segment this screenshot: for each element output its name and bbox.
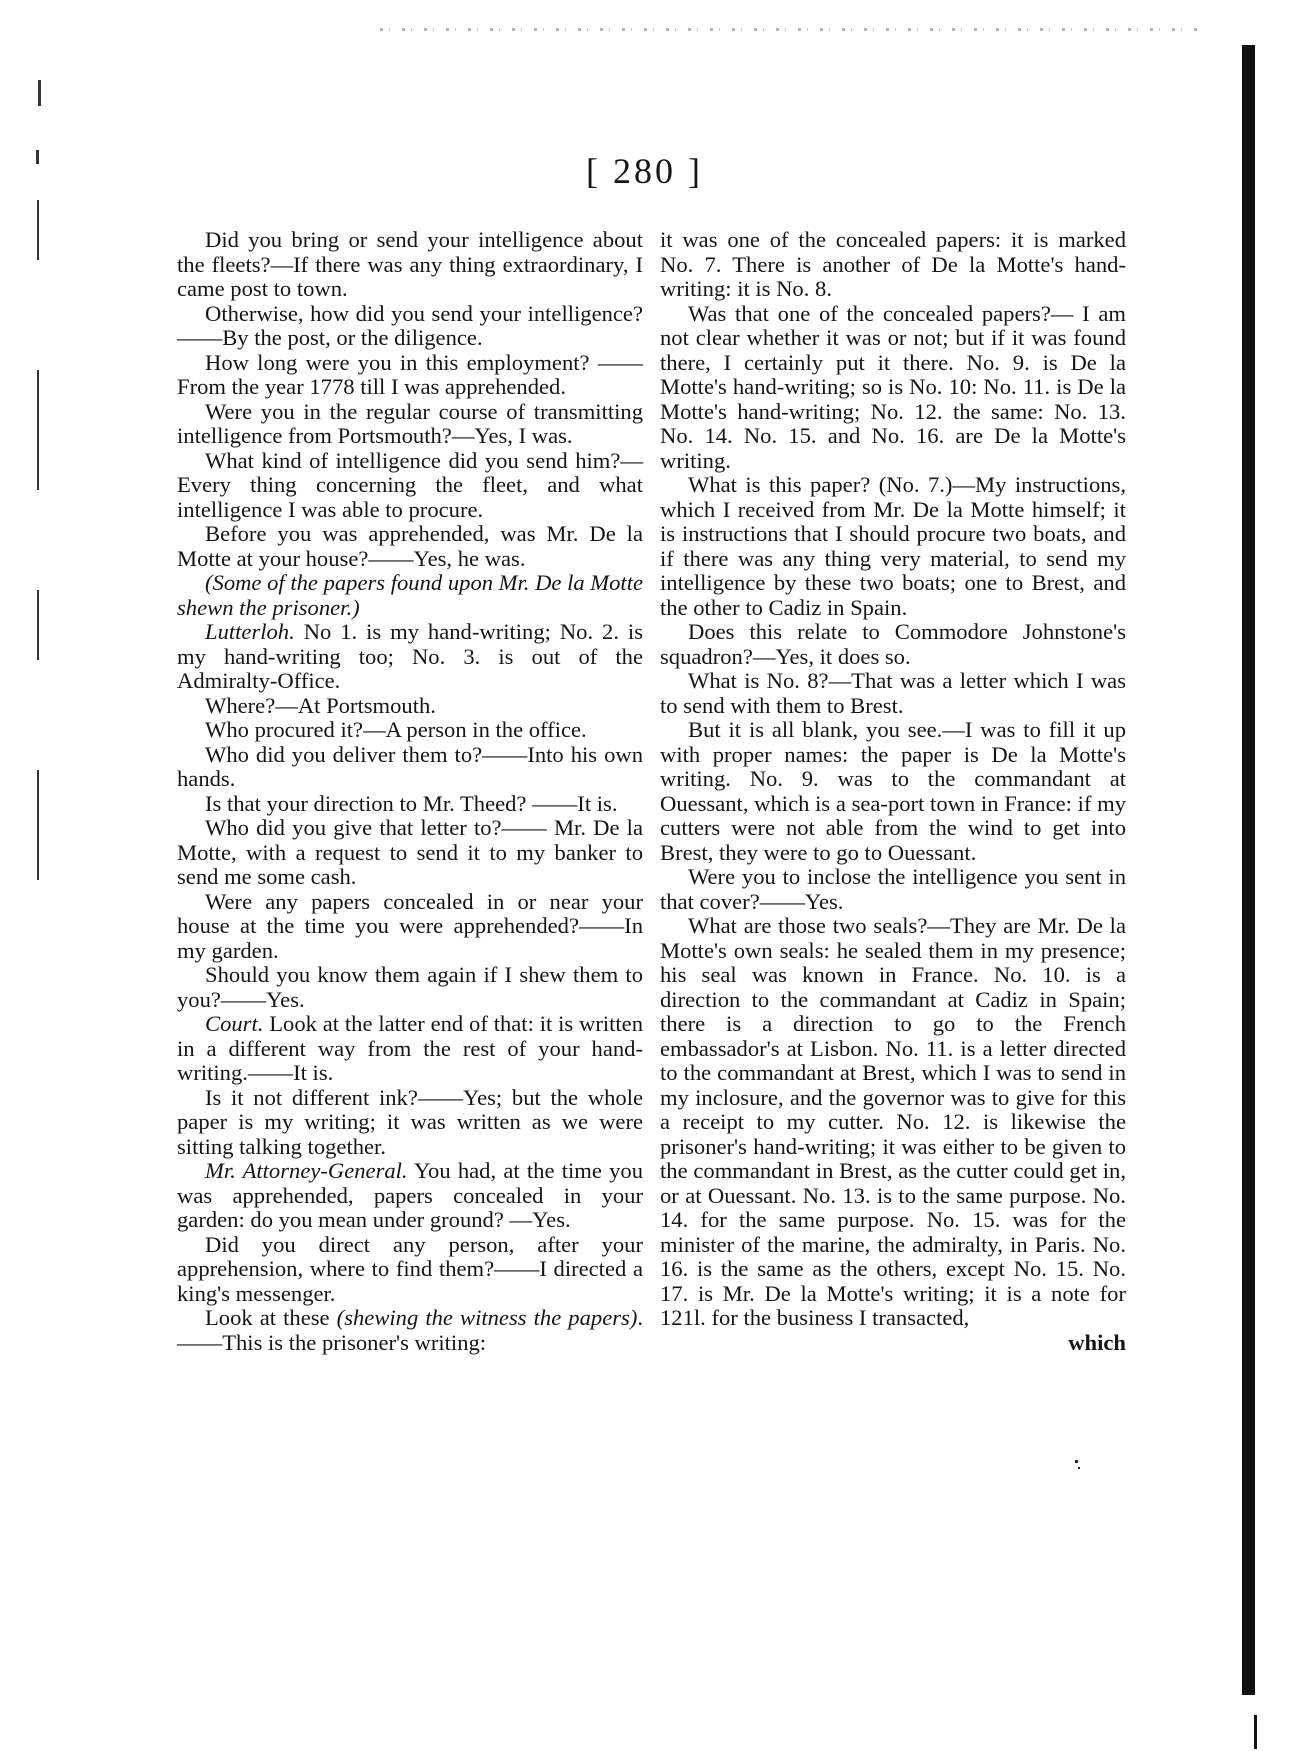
paragraph-text: You had, at the time you was apprehended, papers concealed in your garden: do you mean under ground? —Yes. [177, 1158, 643, 1232]
question-paragraph: Where?—At Portsmouth. [205, 692, 436, 718]
question-paragraph: Was that one of the concealed papers?— I am not clear whether it was or not; but if it was found there, I certainly put it there. No. 9. is De la Motte's hand-writing; so is No. 10: No. 11. is De la Motte's hand-writing; No. 12. the same: No. 13. No. 14. No. 15. and No. 16. are De la Motte's writing. [660, 300, 1126, 473]
speaker-label: Court. [205, 1011, 264, 1036]
question-paragraph: Were you in the regular course of transmitting intelligence from Portsmouth?—Yes, I was. [177, 398, 643, 448]
question-paragraph: Did you bring or send your intelligence about the fleets?—If there was any thing extraordinary, I came post to town. [177, 227, 643, 301]
gutter-mark [37, 590, 39, 660]
question-paragraph: Were any papers concealed in or near your house at the time you were apprehended?——In my garden. [177, 888, 643, 963]
question-paragraph: Does this relate to Commodore Johnstone's squadron?—Yes, it does so. [660, 619, 1126, 669]
scan-speck [1078, 1467, 1080, 1469]
stage-direction: (shewing the witness the papers) [336, 1305, 638, 1330]
question-paragraph: What is this paper? (No. 7.)—My instructions, which I received from Mr. De la Motte himself; it is instructions that I should procure two boats, and if there was any thing very material, to send my intelligence by these two boats; one to Brest, and the other to Cadiz in Spain. [660, 472, 1126, 620]
gutter-mark [37, 770, 39, 880]
question-paragraph: What are those two seals?—They are Mr. De la Motte's own seals: he sealed them in my presence; his seal was known in France. No. 10. is a direction to the commandant at Cadiz in Spain; there is a direction to go to the French embassador's at Lisbon. No. 11. is a letter directed to the commandant at Brest, which I was to send in my inclosure, and the governor was to give for this a receipt to my cutter. No. 12. is likewise the prisoner's hand-writing; it was either to be given to the commandant in Brest, as the cutter could get in, or at Ouessant. No. 13. is to the same purpose. No. 14. for the same purpose. No. 15. was for the minister of the marine, the admiralty, in Paris. No. 16. is the same as the others, except No. 15. No. 17. is Mr. De la Motte's writing; it is a note for 121l. for the business I transacted, [660, 913, 1126, 1330]
question-paragraph: Were you to inclose the intelligence you sent in that cover?——Yes. [660, 864, 1126, 914]
question-paragraph [177, 1306, 643, 1355]
question-paragraph: Who did you deliver them to?——Into his own hands. [177, 741, 643, 791]
question-paragraph: Should you know them again if I shew them to you?——Yes. [177, 962, 643, 1012]
speaker-paragraph [177, 620, 643, 694]
gutter-mark [38, 80, 41, 106]
scan-speck [1075, 1460, 1078, 1463]
page-number: [ 280 ] [586, 151, 703, 191]
continued-paragraph: it was one of the concealed papers: it is marked No. 7. There is another of De la Motte's hand-writing: it is No. 8. [660, 227, 1126, 301]
speaker-label: Lutterloh. [205, 619, 295, 644]
question-paragraph: Did you direct any person, after your apprehension, where to find them?——I directed a king's messenger. [177, 1231, 643, 1306]
speaker-paragraph [177, 1159, 643, 1233]
question-paragraph: Otherwise, how did you send your intelligence?——By the post, or the diligence. [177, 300, 643, 350]
question-paragraph: Is that your direction to Mr. Theed? ——It is. [205, 790, 618, 816]
paragraph-text: Look at the latter end of that: it is written in a different way from the rest of your hand-writing.——It is. [177, 1011, 643, 1085]
gutter-mark [37, 200, 39, 260]
scan-edge-mark [1254, 1715, 1257, 1749]
scan-artifact-top [380, 28, 1200, 31]
speaker-label: Mr. Attorney-General. [205, 1158, 408, 1183]
speaker-paragraph [177, 1012, 643, 1086]
question-paragraph: Before you was apprehended, was Mr. De la Motte at your house?——Yes, he was. [177, 521, 643, 571]
paragraph-text: .——This is the prisoner's writing: [177, 1305, 643, 1355]
paragraph-text: No 1. is my hand-writing; No. 2. is my hand-writing too; No. 3. is out of the Admiralty-Office. [177, 619, 643, 693]
paragraph-text: Look at these [205, 1305, 337, 1330]
stage-note: (Some of the papers found upon Mr. De la Motte shewn the prisoner.) [177, 570, 644, 620]
scan-edge-shadow [1242, 45, 1255, 1695]
question-paragraph: Who did you give that letter to?—— Mr. De la Motte, with a request to send it to my banker to send me some cash. [177, 815, 643, 889]
right-column [660, 228, 1126, 1355]
gutter-mark [37, 370, 39, 490]
question-paragraph: What kind of intelligence did you send him?—Every thing concerning the fleet, and what intelligence I was able to procure. [177, 447, 643, 522]
left-column [177, 228, 643, 1355]
question-paragraph: How long were you in this employment? ——From the year 1778 till I was apprehended. [177, 349, 643, 399]
catchword: which [1068, 1329, 1126, 1355]
question-paragraph: What is No. 8?—That was a letter which I was to send with them to Brest. [660, 668, 1126, 718]
question-paragraph: Who procured it?—A person in the office. [205, 717, 587, 742]
question-paragraph: Is it not different ink?——Yes; but the whole paper is my writing; it was written as we were sitting talking together. [177, 1084, 643, 1159]
question-paragraph: But it is all blank, you see.—I was to fill it up with proper names: the paper is De la Motte's writing. No. 9. was to the commandant at Ouessant, which is a sea-port town in France: if my cutters were not able from the wind to get into Brest, they were to go to Ouessant. [660, 717, 1126, 865]
